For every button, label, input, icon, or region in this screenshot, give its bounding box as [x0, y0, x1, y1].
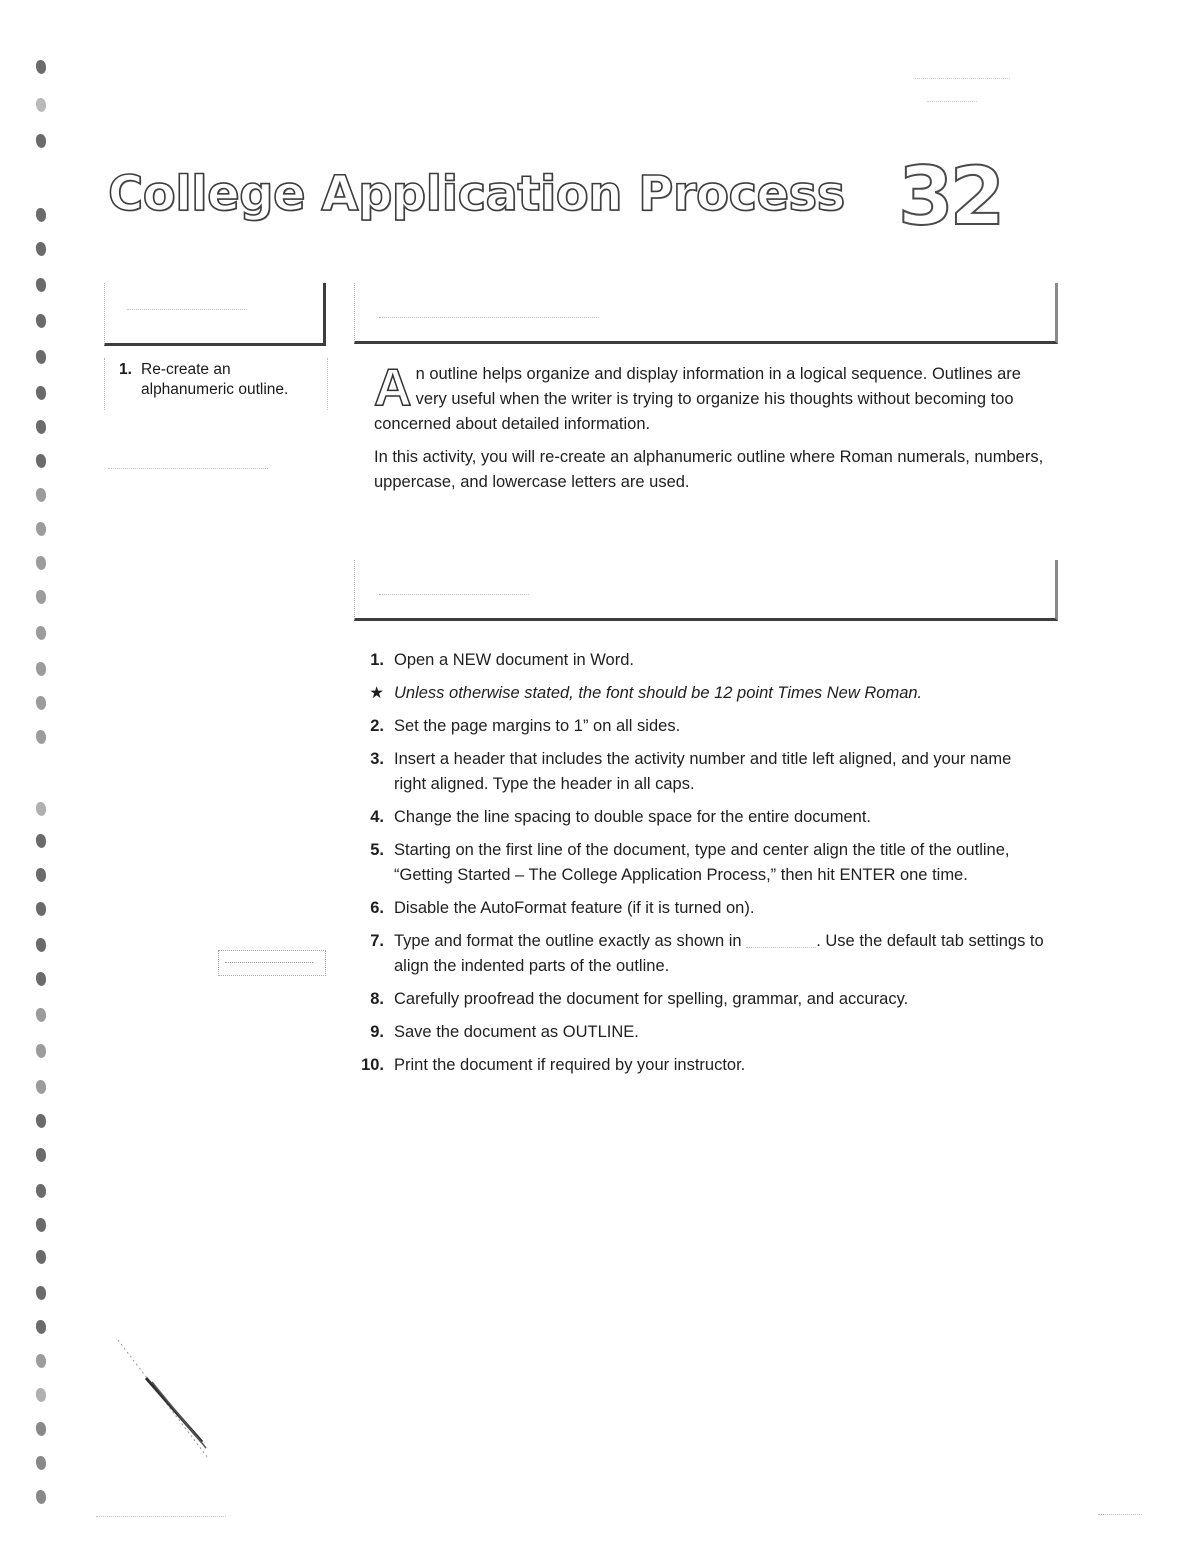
- step-text: Disable the AutoFormat feature (if it is turned on).: [394, 899, 755, 917]
- step-number: 10.: [361, 1056, 384, 1074]
- step-text: Print the document if required by your instructor.: [394, 1056, 746, 1074]
- step-item: [344, 805, 1044, 830]
- binding-hole: [35, 207, 47, 222]
- binding-holes: [26, 50, 62, 1540]
- step-number: 9.: [370, 1023, 384, 1041]
- binding-hole: [35, 1285, 47, 1300]
- step-item: [344, 1053, 1044, 1078]
- binding-hole: [35, 1147, 47, 1162]
- binding-hole: [35, 453, 47, 468]
- faded-corner-marks: [915, 78, 1010, 119]
- binding-hole: [35, 1353, 47, 1368]
- binding-hole: [35, 277, 47, 292]
- binding-hole: [35, 695, 47, 710]
- binding-hole: [35, 625, 47, 640]
- objectives-list: [104, 358, 328, 410]
- objective-number: 1.: [119, 361, 132, 378]
- binding-hole: [35, 419, 47, 434]
- star-icon: ★: [369, 684, 384, 702]
- intro-header-box: [354, 283, 1058, 344]
- pen-scribble-mark: [112, 1330, 232, 1470]
- objectives-header-box: [104, 283, 326, 346]
- step-number: 7.: [370, 932, 384, 950]
- step-text: [394, 932, 1044, 975]
- faded-header-text: [379, 317, 599, 318]
- binding-hole: [35, 313, 47, 328]
- binding-hole: [35, 867, 47, 882]
- page-title: College Application Process: [108, 166, 845, 222]
- binding-hole: [35, 1387, 47, 1402]
- binding-hole: [35, 1319, 47, 1334]
- step-number: 1.: [370, 651, 384, 669]
- step-item: [344, 1020, 1044, 1045]
- binding-hole: [35, 1455, 47, 1470]
- binding-hole: [35, 801, 47, 816]
- binding-hole: [35, 729, 47, 744]
- binding-hole: [35, 661, 47, 676]
- binding-hole: [35, 1113, 47, 1128]
- step-number: 6.: [370, 899, 384, 917]
- intro-text: [374, 359, 1054, 503]
- step-note: [344, 681, 1044, 706]
- binding-hole: [35, 349, 47, 364]
- instructions-header-box: [354, 560, 1058, 621]
- binding-hole: [35, 521, 47, 536]
- step-text: Carefully proofread the document for spelling, grammar, and accuracy.: [394, 990, 909, 1008]
- binding-hole: [35, 901, 47, 916]
- binding-hole: [35, 1249, 47, 1264]
- intro-paragraph: In this activity, you will re-create an alphanumeric outline where Roman numerals, numbers, uppercase, and lowercase letters are used.: [374, 448, 1044, 491]
- binding-hole: [35, 589, 47, 604]
- binding-hole: [35, 1043, 47, 1058]
- binding-hole: [35, 385, 47, 400]
- binding-hole: [35, 1079, 47, 1094]
- binding-hole: [35, 1489, 47, 1504]
- objectives-divider: [108, 468, 268, 469]
- binding-hole: [35, 555, 47, 570]
- binding-hole: [35, 1007, 47, 1022]
- drop-cap: A: [374, 359, 412, 417]
- binding-hole: [35, 241, 47, 256]
- binding-hole: [35, 59, 47, 74]
- step-number: 5.: [370, 841, 384, 859]
- activity-number: 32: [898, 150, 1002, 243]
- step-item: [344, 747, 1044, 797]
- step-text: Change the line spacing to double space for the entire document.: [394, 808, 871, 826]
- step-text: Starting on the first line of the document, type and center align the title of the outline, “Getting Started – The College Application Process,” then hit ENTER one time.: [394, 841, 1010, 884]
- step-text-before: Type and format the outline exactly as shown in: [394, 932, 742, 950]
- intro-paragraph-text: n outline helps organize and display information in a logical sequence. Outlines are very useful when the writer is trying to organize his thoughts without becoming too concerned about detailed information.: [374, 365, 1021, 433]
- step-note-text: Unless otherwise stated, the font should be 12 point Times New Roman.: [394, 684, 923, 702]
- intro-paragraph: [374, 359, 1054, 437]
- step-item: [344, 896, 1044, 921]
- binding-hole: [35, 133, 47, 148]
- step-item: [344, 929, 1044, 979]
- binding-hole: [35, 1421, 47, 1436]
- faded-header-text: [127, 309, 247, 310]
- step-item: [344, 648, 1044, 673]
- faded-header-text: [379, 594, 529, 595]
- faded-page-number: [1098, 1494, 1142, 1515]
- step-number: 8.: [370, 990, 384, 1008]
- step-number: 2.: [370, 717, 384, 735]
- binding-hole: [35, 833, 47, 848]
- faded-footer-text: [96, 1494, 226, 1517]
- instruction-steps: [344, 648, 1044, 1086]
- margin-note-tag: [218, 950, 326, 976]
- binding-hole: [35, 1217, 47, 1232]
- binding-hole: [35, 97, 47, 112]
- step-number: 4.: [370, 808, 384, 826]
- step-item: [344, 987, 1044, 1012]
- binding-hole: [35, 937, 47, 952]
- step-text: Set the page margins to 1” on all sides.: [394, 717, 681, 735]
- step-item: [344, 838, 1044, 888]
- step-item: [344, 714, 1044, 739]
- objective-text: Re-create an alphanumeric outline.: [141, 361, 289, 398]
- step-text: Save the document as OUTLINE.: [394, 1023, 639, 1041]
- binding-hole: [35, 971, 47, 986]
- step-number: 3.: [370, 750, 384, 768]
- binding-hole: [35, 1183, 47, 1198]
- binding-hole: [35, 487, 47, 502]
- step-text: Insert a header that includes the activity number and title left aligned, and your name right aligned. Type the header in all caps.: [394, 750, 1012, 793]
- step-text: Open a NEW document in Word.: [394, 651, 634, 669]
- step-text-after: . Use the default tab settings to align the indented parts of the outline.: [394, 932, 1044, 975]
- faded-figure-reference: [746, 935, 816, 948]
